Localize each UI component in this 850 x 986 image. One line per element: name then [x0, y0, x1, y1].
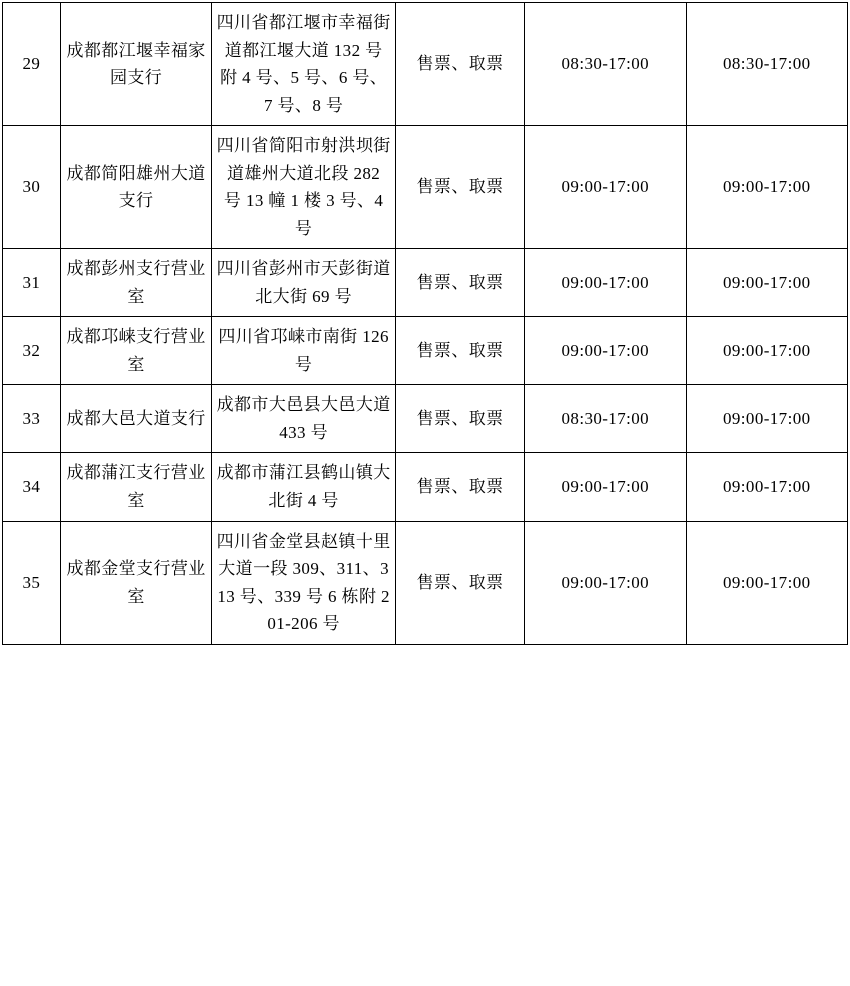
branch-address: 成都市蒲江县鹤山镇大北街 4 号 [212, 453, 396, 521]
business-hours-secondary: 08:30-17:00 [686, 3, 847, 126]
branch-name: 成都都江堰幸福家园支行 [60, 3, 211, 126]
business-hours-secondary: 09:00-17:00 [686, 249, 847, 317]
business-hours-secondary: 09:00-17:00 [686, 317, 847, 385]
business-hours-secondary: 09:00-17:00 [686, 385, 847, 453]
table-row [3, 317, 848, 385]
row-index: 32 [3, 317, 61, 385]
row-index: 35 [3, 521, 61, 644]
branch-name: 成都大邑大道支行 [60, 385, 211, 453]
business-hours-secondary: 09:00-17:00 [686, 126, 847, 249]
branch-name: 成都邛崃支行营业室 [60, 317, 211, 385]
table-row [3, 521, 848, 644]
branch-address: 四川省都江堰市幸福街道都江堰大道 132 号附 4 号、5 号、6 号、7 号、8 号 [212, 3, 396, 126]
business-hours-secondary: 09:00-17:00 [686, 521, 847, 644]
business-hours-primary: 09:00-17:00 [525, 126, 686, 249]
service-type: 售票、取票 [396, 126, 525, 249]
table-row [3, 3, 848, 126]
business-hours-primary: 09:00-17:00 [525, 249, 686, 317]
service-type: 售票、取票 [396, 385, 525, 453]
service-type: 售票、取票 [396, 249, 525, 317]
row-index: 31 [3, 249, 61, 317]
service-type: 售票、取票 [396, 453, 525, 521]
branch-address: 四川省简阳市射洪坝街道雄州大道北段 282 号 13 幢 1 楼 3 号、4 号 [212, 126, 396, 249]
branch-listing-table [2, 2, 848, 645]
branch-address: 四川省邛崃市南街 126 号 [212, 317, 396, 385]
business-hours-primary: 08:30-17:00 [525, 3, 686, 126]
business-hours-secondary: 09:00-17:00 [686, 453, 847, 521]
branch-name: 成都金堂支行营业室 [60, 521, 211, 644]
branch-name: 成都彭州支行营业室 [60, 249, 211, 317]
table-row [3, 249, 848, 317]
service-type: 售票、取票 [396, 3, 525, 126]
branch-name: 成都简阳雄州大道支行 [60, 126, 211, 249]
table-row [3, 453, 848, 521]
business-hours-primary: 09:00-17:00 [525, 521, 686, 644]
service-type: 售票、取票 [396, 317, 525, 385]
row-index: 30 [3, 126, 61, 249]
business-hours-primary: 08:30-17:00 [525, 385, 686, 453]
table-body [3, 3, 848, 645]
row-index: 29 [3, 3, 61, 126]
table-row [3, 385, 848, 453]
business-hours-primary: 09:00-17:00 [525, 453, 686, 521]
branch-name: 成都蒲江支行营业室 [60, 453, 211, 521]
row-index: 34 [3, 453, 61, 521]
business-hours-primary: 09:00-17:00 [525, 317, 686, 385]
branch-address: 成都市大邑县大邑大道 433 号 [212, 385, 396, 453]
branch-address: 四川省金堂县赵镇十里大道一段 309、311、313 号、339 号 6 栋附 201-206 号 [212, 521, 396, 644]
branch-address: 四川省彭州市天彭街道北大街 69 号 [212, 249, 396, 317]
service-type: 售票、取票 [396, 521, 525, 644]
table-row [3, 126, 848, 249]
row-index: 33 [3, 385, 61, 453]
